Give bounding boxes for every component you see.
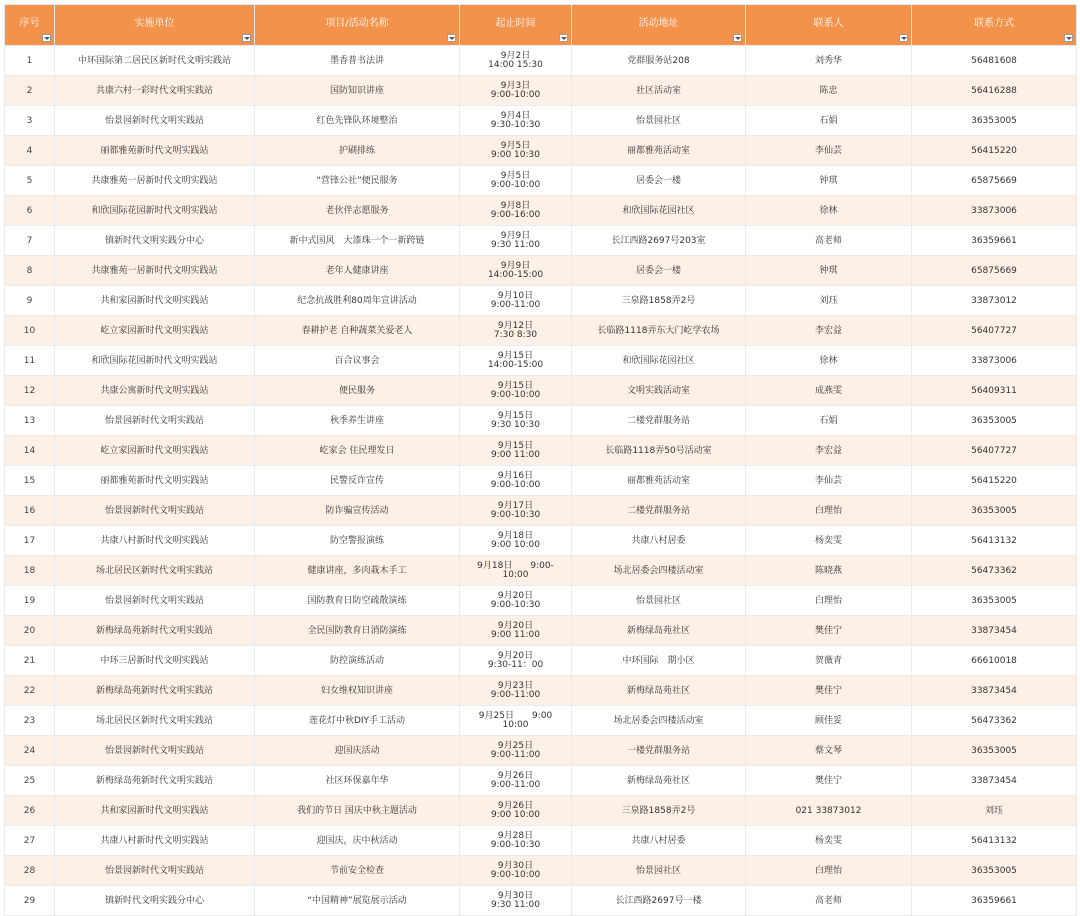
- cell-unit[interactable]: 屹立家园新时代文明实践站: [55, 436, 255, 466]
- cell-phone[interactable]: 33873012: [912, 286, 1077, 316]
- cell-phone[interactable]: 56415220: [912, 136, 1077, 166]
- cell-project[interactable]: 民警反诈宣传: [255, 466, 460, 496]
- cell-time[interactable]: 9月8日 9:00-16:00: [460, 196, 572, 226]
- header-row: [5, 5, 1077, 46]
- header-no: [5, 5, 55, 46]
- table-row: [5, 736, 1077, 766]
- cell-project[interactable]: “中国精神”展览展示活动: [255, 886, 460, 916]
- cell-phone[interactable]: 36353005: [912, 496, 1077, 526]
- cell-address[interactable]: 社区活动室: [572, 76, 746, 106]
- cell-phone[interactable]: 56413132: [912, 826, 1077, 856]
- cell-contact[interactable]: 顾佳妥: [746, 706, 912, 736]
- cell-unit[interactable]: 怡景园新时代文明实践站: [55, 856, 255, 886]
- cell-address[interactable]: 场北居委会四楼活动室: [572, 706, 746, 736]
- cell-address[interactable]: 长临路1118弄50号活动室: [572, 436, 746, 466]
- cell-unit[interactable]: 丽都雅苑新时代文明实践站: [55, 466, 255, 496]
- header-label: 联系方式: [974, 17, 1014, 29]
- cell-contact[interactable]: 石娟: [746, 106, 912, 136]
- table-row: [5, 166, 1077, 196]
- cell-unit[interactable]: 共康八村新时代文明实践站: [55, 826, 255, 856]
- cell-no[interactable]: 12: [5, 376, 55, 406]
- cell-project[interactable]: 春耕护老 自种蔬菜关爱老人: [255, 316, 460, 346]
- cell-project[interactable]: 防控演练活动: [255, 646, 460, 676]
- cell-phone[interactable]: 33873454: [912, 676, 1077, 706]
- cell-contact[interactable]: 白理怡: [746, 856, 912, 886]
- cell-no[interactable]: 25: [5, 766, 55, 796]
- cell-address[interactable]: 和欣国际花园社区: [572, 196, 746, 226]
- cell-no[interactable]: 14: [5, 436, 55, 466]
- cell-project[interactable]: 社区环保嘉年华: [255, 766, 460, 796]
- filter-dropdown-icon[interactable]: [733, 34, 742, 42]
- filter-dropdown-icon[interactable]: [559, 34, 568, 42]
- cell-project[interactable]: 老年人健康讲座: [255, 256, 460, 286]
- header-address: [572, 5, 746, 46]
- table-row: [5, 226, 1077, 256]
- cell-time[interactable]: 9月15日 14:00-15:00: [460, 346, 572, 376]
- cell-project[interactable]: 妇女维权知识讲座: [255, 676, 460, 706]
- cell-contact[interactable]: 白理怡: [746, 496, 912, 526]
- cell-no[interactable]: 9: [5, 286, 55, 316]
- cell-time[interactable]: 9月9日 9:30 11:00: [460, 226, 572, 256]
- cell-phone[interactable]: 36353005: [912, 586, 1077, 616]
- table-row: [5, 616, 1077, 646]
- cell-time[interactable]: 9月5日 9:00-10:00: [460, 166, 572, 196]
- cell-phone[interactable]: 33873454: [912, 616, 1077, 646]
- cell-phone[interactable]: 66610018: [912, 646, 1077, 676]
- cell-unit[interactable]: 新梅绿岛苑新时代文明实践站: [55, 616, 255, 646]
- cell-unit[interactable]: 共康雅苑一居新时代文明实践站: [55, 256, 255, 286]
- spreadsheet: [4, 4, 1076, 916]
- cell-unit[interactable]: 新梅绿岛苑新时代文明实践站: [55, 676, 255, 706]
- cell-time[interactable]: 9月18日 9:00- 10:00: [460, 556, 572, 586]
- header-label: 序号: [19, 17, 40, 29]
- cell-address[interactable]: 居委会一楼: [572, 256, 746, 286]
- cell-unit[interactable]: 屹立家园新时代文明实践站: [55, 316, 255, 346]
- cell-contact[interactable]: 陈晓燕: [746, 556, 912, 586]
- cell-time[interactable]: 9月25日 9:00-11:00: [460, 736, 572, 766]
- cell-no[interactable]: 29: [5, 886, 55, 916]
- cell-contact[interactable]: 李宏益: [746, 436, 912, 466]
- table-row: [5, 526, 1077, 556]
- cell-unit[interactable]: 新梅绿岛苑新时代文明实践站: [55, 766, 255, 796]
- table-row: [5, 106, 1077, 136]
- cell-unit[interactable]: 怡景园新时代文明实践站: [55, 736, 255, 766]
- cell-project[interactable]: 国防知识讲座: [255, 76, 460, 106]
- cell-time[interactable]: 9月20日 9:00 11:00: [460, 616, 572, 646]
- cell-phone[interactable]: 36353005: [912, 406, 1077, 436]
- cell-contact[interactable]: 蔡文琴: [746, 736, 912, 766]
- cell-address[interactable]: 丽都雅苑活动室: [572, 466, 746, 496]
- cell-time[interactable]: 9月5日 9:00 10:30: [460, 136, 572, 166]
- cell-unit[interactable]: 场北居民区新时代文明实践站: [55, 706, 255, 736]
- cell-time[interactable]: 9月15日 9:00 11:00: [460, 436, 572, 466]
- cell-project[interactable]: 健康讲座，多肉栽木手工: [255, 556, 460, 586]
- cell-phone[interactable]: 56416288: [912, 76, 1077, 106]
- cell-time[interactable]: 9月4日 9:30-10:30: [460, 106, 572, 136]
- table-row: [5, 856, 1077, 886]
- cell-address[interactable]: 新梅绿岛苑社区: [572, 676, 746, 706]
- cell-phone[interactable]: 65875669: [912, 256, 1077, 286]
- cell-project[interactable]: 红色先锋队环境整治: [255, 106, 460, 136]
- cell-no[interactable]: 28: [5, 856, 55, 886]
- cell-no[interactable]: 1: [5, 46, 55, 76]
- cell-no[interactable]: 11: [5, 346, 55, 376]
- header-time: [460, 5, 572, 46]
- cell-address[interactable]: 三泉路1858弄2号: [572, 286, 746, 316]
- cell-time[interactable]: 9月26日 9:00 10:00: [460, 796, 572, 826]
- cell-phone[interactable]: 36353005: [912, 106, 1077, 136]
- cell-time[interactable]: 9月16日 9:00-10:00: [460, 466, 572, 496]
- table-row: [5, 496, 1077, 526]
- cell-address[interactable]: 长江西路2697号一楼: [572, 886, 746, 916]
- cell-phone[interactable]: 36353005: [912, 736, 1077, 766]
- cell-no[interactable]: 10: [5, 316, 55, 346]
- table-row: [5, 676, 1077, 706]
- cell-unit[interactable]: 共康六村一彩时代文明实践站: [55, 76, 255, 106]
- table-row: [5, 586, 1077, 616]
- cell-time[interactable]: 9月15日 9:00-10:00: [460, 376, 572, 406]
- header-label: 实施单位: [134, 17, 175, 29]
- cell-address[interactable]: 和欣国际花园社区: [572, 346, 746, 376]
- table-row: [5, 766, 1077, 796]
- cell-time[interactable]: 9月17日 9:00-10:30: [460, 496, 572, 526]
- cell-contact[interactable]: 白理怡: [746, 586, 912, 616]
- table-row: [5, 556, 1077, 586]
- cell-address[interactable]: 二楼党群服务站: [572, 406, 746, 436]
- cell-no[interactable]: 3: [5, 106, 55, 136]
- cell-project[interactable]: 迎国庆活动: [255, 736, 460, 766]
- activity-table: [4, 4, 1077, 916]
- cell-unit[interactable]: 中环三居新时代文明实践站: [55, 646, 255, 676]
- cell-time[interactable]: 9月26日 9:00-11:00: [460, 766, 572, 796]
- cell-phone[interactable]: 56413132: [912, 526, 1077, 556]
- cell-time[interactable]: 9月9日 14:00-15:00: [460, 256, 572, 286]
- cell-unit[interactable]: 怡景园新时代文明实践站: [55, 586, 255, 616]
- cell-phone[interactable]: 56407727: [912, 436, 1077, 466]
- filter-dropdown-icon[interactable]: [42, 34, 51, 42]
- cell-contact[interactable]: 李宏益: [746, 316, 912, 346]
- cell-contact[interactable]: 贺薇青: [746, 646, 912, 676]
- cell-address[interactable]: 居委会一楼: [572, 166, 746, 196]
- cell-time[interactable]: 9月25日 9:00 10:00: [460, 706, 572, 736]
- cell-no[interactable]: 8: [5, 256, 55, 286]
- cell-time[interactable]: 9月2日 14:00 15:30: [460, 46, 572, 76]
- cell-no[interactable]: 22: [5, 676, 55, 706]
- cell-project[interactable]: 国防教育日防空疏散演练: [255, 586, 460, 616]
- table-row: [5, 286, 1077, 316]
- cell-unit[interactable]: 共和家园新时代文明实践站: [55, 796, 255, 826]
- cell-project[interactable]: 护刷排练: [255, 136, 460, 166]
- cell-unit[interactable]: 镇新时代文明实践分中心: [55, 226, 255, 256]
- cell-phone[interactable]: 33873006: [912, 346, 1077, 376]
- cell-unit[interactable]: 和欣国际花园新时代文明实践站: [55, 196, 255, 226]
- cell-no[interactable]: 7: [5, 226, 55, 256]
- cell-address[interactable]: 中环国际 期小区: [572, 646, 746, 676]
- header-project: [255, 5, 460, 46]
- table-row: [5, 256, 1077, 286]
- header-label: 起止时间: [495, 17, 536, 29]
- cell-contact[interactable]: 钟琪: [746, 256, 912, 286]
- filter-dropdown-icon[interactable]: [1064, 34, 1073, 42]
- cell-no[interactable]: 21: [5, 646, 55, 676]
- table-row: [5, 136, 1077, 166]
- cell-time[interactable]: 9月30日 9:30 11:00: [460, 886, 572, 916]
- cell-contact[interactable]: 陈忠: [746, 76, 912, 106]
- table-row: [5, 466, 1077, 496]
- cell-phone[interactable]: 56407727: [912, 316, 1077, 346]
- table-row: [5, 196, 1077, 226]
- cell-project[interactable]: 防空警报演练: [255, 526, 460, 556]
- cell-no[interactable]: 27: [5, 826, 55, 856]
- cell-address[interactable]: 共康八村居委: [572, 526, 746, 556]
- cell-time[interactable]: 9月20日 9:00-10:30: [460, 586, 572, 616]
- cell-address[interactable]: 新梅绿岛苑社区: [572, 766, 746, 796]
- cell-contact[interactable]: 高老师: [746, 226, 912, 256]
- cell-phone[interactable]: 36353005: [912, 856, 1077, 886]
- cell-no[interactable]: 5: [5, 166, 55, 196]
- filter-dropdown-icon[interactable]: [899, 34, 908, 42]
- cell-unit[interactable]: 中环国际第二居民区新时代文明实践站: [55, 46, 255, 76]
- cell-address[interactable]: 一楼党群服务站: [572, 736, 746, 766]
- cell-no[interactable]: 16: [5, 496, 55, 526]
- cell-project[interactable]: 百合议事会: [255, 346, 460, 376]
- cell-project[interactable]: 屹家会 住民理发日: [255, 436, 460, 466]
- cell-address[interactable]: 场北居委会四楼活动室: [572, 556, 746, 586]
- filter-dropdown-icon[interactable]: [447, 34, 456, 42]
- cell-project[interactable]: 纪念抗战胜利80周年宣讲活动: [255, 286, 460, 316]
- cell-contact[interactable]: 樊佳宁: [746, 676, 912, 706]
- cell-contact[interactable]: 石娟: [746, 406, 912, 436]
- cell-address[interactable]: 新梅绿岛苑社区: [572, 616, 746, 646]
- cell-unit[interactable]: 丽都雅苑新时代文明实践站: [55, 136, 255, 166]
- cell-phone[interactable]: 36359661: [912, 886, 1077, 916]
- cell-project[interactable]: 老伙伴志愿服务: [255, 196, 460, 226]
- cell-no[interactable]: 4: [5, 136, 55, 166]
- cell-unit[interactable]: 怡景园新时代文明实践站: [55, 106, 255, 136]
- header-contact: [746, 5, 912, 46]
- cell-unit[interactable]: 共康雅苑一居新时代文明实践站: [55, 166, 255, 196]
- cell-address[interactable]: 三泉路1858弄2号: [572, 796, 746, 826]
- cell-no[interactable]: 15: [5, 466, 55, 496]
- cell-no[interactable]: 17: [5, 526, 55, 556]
- cell-project[interactable]: 我们的节日 国庆中秋主题活动: [255, 796, 460, 826]
- cell-contact[interactable]: 高老师: [746, 886, 912, 916]
- cell-project[interactable]: 便民服务: [255, 376, 460, 406]
- cell-address[interactable]: 长临路1118弄东大门屹学农场: [572, 316, 746, 346]
- cell-project[interactable]: 新中式国风 大漆珠一个一新跨链: [255, 226, 460, 256]
- cell-address[interactable]: 怡景园社区: [572, 586, 746, 616]
- table-row: [5, 346, 1077, 376]
- table-row: [5, 316, 1077, 346]
- cell-address[interactable]: 怡景园社区: [572, 106, 746, 136]
- cell-contact[interactable]: 徐林: [746, 196, 912, 226]
- header-label: 项目/活动名称: [325, 17, 389, 29]
- cell-time[interactable]: 9月28日 9:00-10:30: [460, 826, 572, 856]
- cell-address[interactable]: 怡景园社区: [572, 856, 746, 886]
- cell-phone[interactable]: 56415220: [912, 466, 1077, 496]
- cell-project[interactable]: 秋季养生讲座: [255, 406, 460, 436]
- cell-phone[interactable]: 56473362: [912, 706, 1077, 736]
- table-row: [5, 826, 1077, 856]
- cell-time[interactable]: 9月3日 9:00-10:00: [460, 76, 572, 106]
- cell-contact[interactable]: 刘珏: [746, 286, 912, 316]
- cell-address[interactable]: 党群服务站208: [572, 46, 746, 76]
- cell-phone[interactable]: 33873454: [912, 766, 1077, 796]
- cell-address[interactable]: 长江西路2697号203室: [572, 226, 746, 256]
- cell-contact[interactable]: 李仙芸: [746, 466, 912, 496]
- cell-address[interactable]: 丽都雅苑活动室: [572, 136, 746, 166]
- cell-phone[interactable]: 65875669: [912, 166, 1077, 196]
- table-row: [5, 406, 1077, 436]
- cell-time[interactable]: 9月10日 9:00-11:00: [460, 286, 572, 316]
- cell-project[interactable]: 迎国庆，庆中秋活动: [255, 826, 460, 856]
- cell-time[interactable]: 9月15日 9:30 10:30: [460, 406, 572, 436]
- cell-no[interactable]: 23: [5, 706, 55, 736]
- cell-time[interactable]: 9月18日 9:00 10:00: [460, 526, 572, 556]
- table-row: [5, 46, 1077, 76]
- cell-project[interactable]: 全民国防教育日消防演练: [255, 616, 460, 646]
- cell-contact[interactable]: 成燕雯: [746, 376, 912, 406]
- cell-unit[interactable]: 共康八村新时代文明实践站: [55, 526, 255, 556]
- cell-unit[interactable]: 场北居民区新时代文明实践站: [55, 556, 255, 586]
- cell-unit[interactable]: 共康公寓新时代文明实践站: [55, 376, 255, 406]
- cell-project[interactable]: “营锋公社”便民服务: [255, 166, 460, 196]
- cell-no[interactable]: 18: [5, 556, 55, 586]
- table-row: [5, 436, 1077, 466]
- cell-no[interactable]: 13: [5, 406, 55, 436]
- cell-no[interactable]: 20: [5, 616, 55, 646]
- cell-unit[interactable]: 和欣国际花园新时代文明实践站: [55, 346, 255, 376]
- cell-address[interactable]: 文明实践活动室: [572, 376, 746, 406]
- cell-contact[interactable]: 樊佳宁: [746, 766, 912, 796]
- cell-project[interactable]: 节前安全检查: [255, 856, 460, 886]
- cell-unit[interactable]: 怡景园新时代文明实践站: [55, 496, 255, 526]
- cell-time[interactable]: 9月30日 9:00-10:00: [460, 856, 572, 886]
- cell-address[interactable]: 共康八村居委: [572, 826, 746, 856]
- cell-no[interactable]: 26: [5, 796, 55, 826]
- table-row: [5, 76, 1077, 106]
- cell-phone[interactable]: 36359661: [912, 226, 1077, 256]
- cell-project[interactable]: 防诈骗宣传活动: [255, 496, 460, 526]
- cell-phone[interactable]: 33873006: [912, 196, 1077, 226]
- cell-unit[interactable]: 镇新时代文明实践分中心: [55, 886, 255, 916]
- cell-time[interactable]: 9月23日 9:00-11:00: [460, 676, 572, 706]
- cell-no[interactable]: 24: [5, 736, 55, 766]
- cell-contact[interactable]: 钟琪: [746, 166, 912, 196]
- cell-contact[interactable]: 021 33873012: [746, 796, 912, 826]
- cell-no[interactable]: 19: [5, 586, 55, 616]
- cell-contact[interactable]: 樊佳宁: [746, 616, 912, 646]
- cell-contact[interactable]: 李仙芸: [746, 136, 912, 166]
- header-phone: [912, 5, 1077, 46]
- table-row: [5, 376, 1077, 406]
- cell-phone[interactable]: 56481608: [912, 46, 1077, 76]
- filter-dropdown-icon[interactable]: [242, 34, 251, 42]
- cell-time[interactable]: 9月20日 9:30-11：00: [460, 646, 572, 676]
- cell-phone[interactable]: 56409311: [912, 376, 1077, 406]
- cell-contact[interactable]: 杨奕雯: [746, 826, 912, 856]
- header-unit: [55, 5, 255, 46]
- cell-no[interactable]: 2: [5, 76, 55, 106]
- cell-contact[interactable]: 徐林: [746, 346, 912, 376]
- cell-no[interactable]: 6: [5, 196, 55, 226]
- table-row: [5, 646, 1077, 676]
- cell-unit[interactable]: 怡景园新时代文明实践站: [55, 406, 255, 436]
- cell-time[interactable]: 9月12日 7:30 8:30: [460, 316, 572, 346]
- cell-unit[interactable]: 共和家园新时代文明实践站: [55, 286, 255, 316]
- cell-contact[interactable]: 刘秀华: [746, 46, 912, 76]
- cell-phone[interactable]: 56473362: [912, 556, 1077, 586]
- table-row: [5, 886, 1077, 916]
- cell-phone[interactable]: 刘珏: [912, 796, 1077, 826]
- header-label: 活动地址: [638, 17, 679, 29]
- cell-project[interactable]: 莲花灯中秋DIY手工活动: [255, 706, 460, 736]
- cell-project[interactable]: 墨香普书法讲: [255, 46, 460, 76]
- cell-contact[interactable]: 杨奕雯: [746, 526, 912, 556]
- cell-address[interactable]: 二楼党群服务站: [572, 496, 746, 526]
- header-label: 联系人: [813, 17, 844, 29]
- table-row: [5, 706, 1077, 736]
- table-row: [5, 796, 1077, 826]
